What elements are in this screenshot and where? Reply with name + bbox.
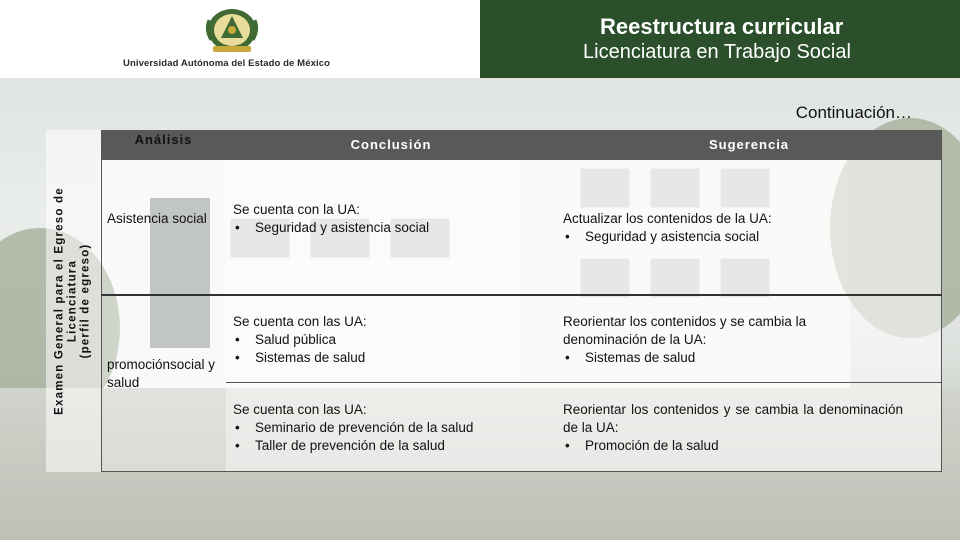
row-divider-2	[226, 382, 942, 383]
row-3-sugerencia-item: • Promoción de la salud	[563, 437, 903, 455]
row-1-conclusion-intro: Se cuenta con la UA:	[233, 202, 360, 217]
header-conclusion: Conclusión	[350, 137, 432, 152]
row-3-sugerencia-intro: Reorientar los contenidos y se cambia la denominación de la UA:	[563, 402, 903, 435]
header-sugerencia: Sugerencia	[708, 137, 790, 152]
page-title: Reestructura curricular	[600, 14, 844, 39]
row-2-conclusion	[233, 313, 551, 367]
header-analisis: Análisis	[134, 132, 193, 147]
row-1-sugerencia-intro: Actualizar los contenidos de la UA:	[563, 211, 772, 226]
side-label-column	[46, 130, 101, 472]
header-left-panel	[0, 0, 480, 78]
row-3-sugerencia	[563, 401, 903, 455]
university-name: Universidad Autónoma del Estado de México	[123, 58, 330, 69]
row-2-sugerencia-item: • Sistemas de salud	[563, 349, 843, 367]
row-3-conclusion-item-2: • Taller de prevención de la salud	[233, 437, 551, 455]
row-3-conclusion-intro: Se cuenta con las UA:	[233, 402, 367, 417]
row-3-conclusion	[233, 401, 551, 455]
row-1-analisis: Asistencia social	[107, 211, 207, 226]
row-2-conclusion-intro: Se cuenta con las UA:	[233, 314, 367, 329]
page-subtitle: Licenciatura en Trabajo Social	[583, 41, 851, 63]
row-1-conclusion	[233, 201, 551, 237]
row-2-analisis: promociónsocial y salud	[107, 357, 216, 390]
row-1-sugerencia-item: • Seguridad y asistencia social	[563, 228, 931, 246]
side-label: Examen General para el Egreso de Licenciatura (perfil de egreso)	[53, 187, 92, 415]
row-2-conclusion-item-2: • Sistemas de salud	[233, 349, 551, 367]
row-1-conclusion-item: • Seguridad y asistencia social	[233, 219, 551, 237]
row-divider-1	[101, 294, 942, 296]
row-1-sugerencia	[563, 210, 931, 246]
row-2-sugerencia-intro: Reorientar los contenidos y se cambia la denominación de la UA:	[563, 314, 807, 347]
row-2-sugerencia	[563, 313, 843, 367]
row-2-conclusion-item-1: • Salud pública	[233, 331, 551, 349]
university-seal-icon	[205, 6, 259, 56]
continuation-label: Continuación…	[795, 103, 912, 122]
analysis-table	[101, 130, 942, 472]
row-3-conclusion-item-1: • Seminario de prevención de la salud	[233, 419, 551, 437]
